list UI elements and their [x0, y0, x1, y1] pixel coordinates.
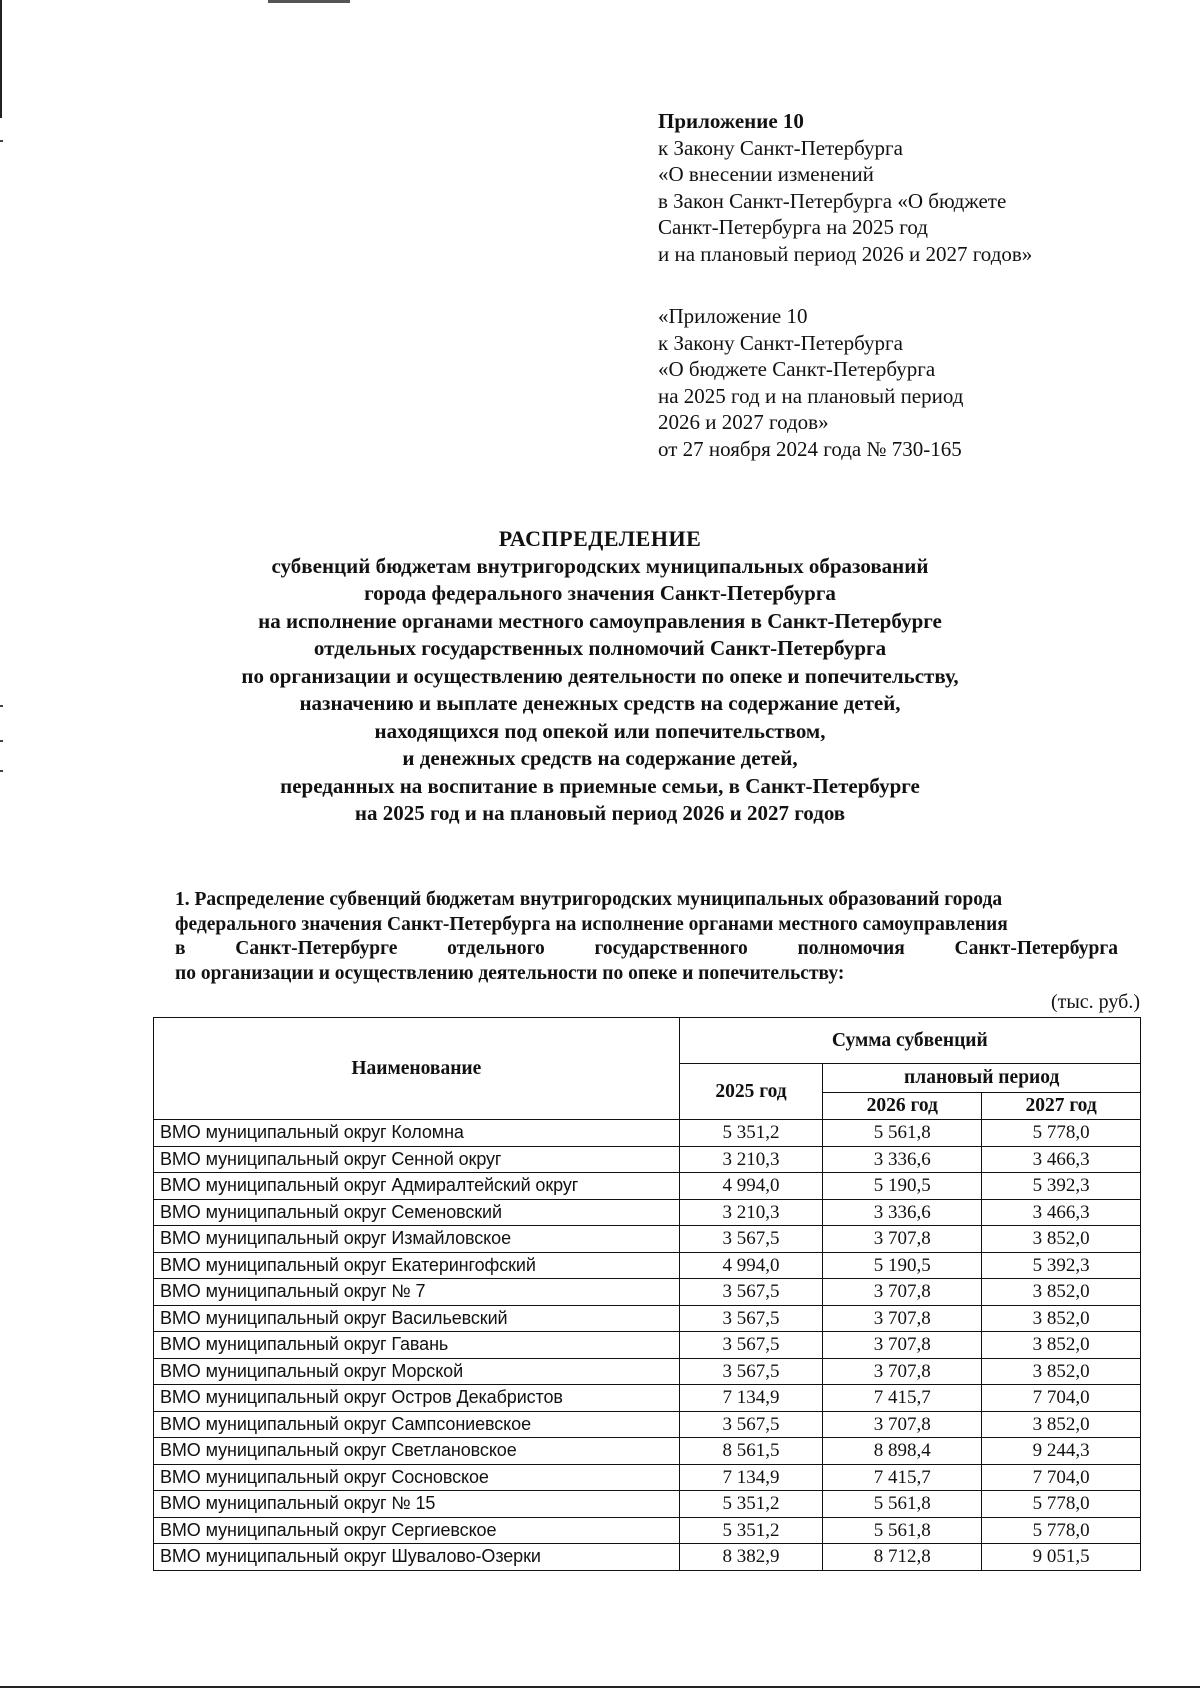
row-2027: 7 704,0	[982, 1464, 1141, 1491]
section-line: федерального значения Санкт-Петербурга на исполнение органами местного самоуправления	[175, 913, 1008, 935]
row-2027: 3 466,3	[982, 1199, 1141, 1226]
row-name: ВМО муниципальный округ Светлановское	[154, 1438, 680, 1465]
section-word: Санкт-Петербурга	[954, 938, 1118, 959]
table-row	[154, 1279, 1141, 1306]
title-line: субвенций бюджетам внутригородских муниципальных образований	[271, 553, 929, 578]
row-2026: 7 415,7	[823, 1464, 982, 1491]
row-name: ВМО муниципальный округ № 7	[154, 1279, 680, 1306]
row-2027: 5 778,0	[982, 1120, 1141, 1147]
row-2026: 3 707,8	[823, 1332, 982, 1359]
title-line: на 2025 год и на плановый период 2026 и 2027 годов	[354, 801, 846, 825]
row-2025: 3 210,3	[679, 1146, 823, 1173]
row-2027: 7 704,0	[982, 1385, 1141, 1412]
table-row	[154, 1464, 1141, 1491]
row-2025: 3 567,5	[679, 1332, 823, 1359]
row-2027: 5 778,0	[982, 1517, 1141, 1544]
row-2027: 9 244,3	[982, 1438, 1141, 1465]
scan-edge-bottom	[0, 1686, 1200, 1688]
table-row	[154, 1385, 1141, 1412]
scan-artifact-top	[268, 0, 350, 3]
title-heading: РАСПРЕДЕЛЕНИЕ	[498, 526, 702, 551]
row-name: ВМО муниципальный округ Измайловское	[154, 1226, 680, 1253]
row-2027: 5 778,0	[982, 1491, 1141, 1518]
appendix-title: Приложение 10	[658, 109, 804, 133]
row-2027: 9 051,5	[982, 1544, 1141, 1571]
scan-edge-left	[0, 0, 2, 118]
row-2025: 5 351,2	[679, 1120, 823, 1147]
table-row	[154, 1146, 1141, 1173]
header-plan-period: плановый период	[823, 1064, 1141, 1093]
original-appendix-header	[658, 303, 963, 462]
title-line: отдельных государственных полномочий Санкт-Петербурга	[313, 636, 887, 660]
appendix-header	[658, 108, 1032, 267]
subventions-table	[153, 1017, 1141, 1571]
row-name: ВМО муниципальный округ Екатерингофский	[154, 1252, 680, 1279]
table-row	[154, 1517, 1141, 1544]
row-2027: 3 852,0	[982, 1358, 1141, 1385]
row-2026: 5 561,8	[823, 1120, 982, 1147]
row-name: ВМО муниципальный округ Сосновское	[154, 1464, 680, 1491]
row-2027: 3 852,0	[982, 1411, 1141, 1438]
row-2027: 3 852,0	[982, 1226, 1141, 1253]
row-2027: 5 392,3	[982, 1173, 1141, 1200]
row-2027: 3 466,3	[982, 1146, 1141, 1173]
table-row	[154, 1491, 1141, 1518]
scan-tick	[0, 740, 3, 742]
row-2026: 5 190,5	[823, 1173, 982, 1200]
original-appendix-line: к Закону Санкт-Петербурга	[658, 330, 903, 355]
scan-tick	[0, 770, 3, 772]
row-2025: 3 567,5	[679, 1305, 823, 1332]
row-2025: 4 994,0	[679, 1173, 823, 1200]
section-word: Санкт-Петербурге	[235, 938, 398, 959]
row-2025: 3 567,5	[679, 1411, 823, 1438]
table-row	[154, 1332, 1141, 1359]
header-2027: 2027 год	[982, 1093, 1141, 1120]
row-2026: 8 898,4	[823, 1438, 982, 1465]
row-2025: 5 351,2	[679, 1517, 823, 1544]
original-appendix-line: 2026 и 2027 годов»	[658, 410, 829, 434]
header-2026: 2026 год	[823, 1093, 982, 1120]
appendix-line: и на плановый период 2026 и 2027 годов»	[658, 241, 1033, 266]
row-2026: 5 561,8	[823, 1517, 982, 1544]
original-appendix-line: «Приложение 10	[658, 304, 808, 328]
title-line: по организации и осуществлению деятельности по опеке и попечительству,	[241, 663, 959, 688]
row-name: ВМО муниципальный округ Остров Декабристов	[154, 1385, 680, 1412]
table-row	[154, 1305, 1141, 1332]
title-line: на исполнение органами местного самоуправления в Санкт-Петербурге	[258, 608, 942, 633]
row-2026: 5 190,5	[823, 1252, 982, 1279]
row-2025: 5 351,2	[679, 1491, 823, 1518]
appendix-line: «О внесении изменений	[658, 162, 874, 186]
header-2025: 2025 год	[679, 1064, 823, 1120]
table-row	[154, 1358, 1141, 1385]
section-word: государственного	[594, 938, 748, 959]
title-line: переданных на воспитание в приемные семьи, в Санкт-Петербурге	[280, 773, 920, 798]
section-1-heading	[175, 888, 1118, 986]
appendix-line: Санкт-Петербурга на 2025 год	[658, 215, 928, 239]
row-2026: 5 561,8	[823, 1491, 982, 1518]
section-word: в	[175, 938, 186, 959]
row-2025: 3 567,5	[679, 1279, 823, 1306]
row-2025: 3 567,5	[679, 1358, 823, 1385]
row-name: ВМО муниципальный округ Морской	[154, 1358, 680, 1385]
row-2026: 7 415,7	[823, 1385, 982, 1412]
row-name: ВМО муниципальный округ Шувалово-Озерки	[154, 1544, 680, 1571]
row-2027: 5 392,3	[982, 1252, 1141, 1279]
section-line-justified	[175, 937, 1118, 962]
row-name: ВМО муниципальный округ Сампсониевское	[154, 1411, 680, 1438]
appendix-line: к Закону Санкт-Петербурга	[658, 135, 903, 160]
row-2026: 8 712,8	[823, 1544, 982, 1571]
table-row	[154, 1120, 1141, 1147]
table-row	[154, 1226, 1141, 1253]
row-2025: 3 567,5	[679, 1226, 823, 1253]
scan-tick	[0, 140, 3, 142]
row-2026: 3 336,6	[823, 1199, 982, 1226]
row-2027: 3 852,0	[982, 1279, 1141, 1306]
table-row	[154, 1544, 1141, 1571]
row-2027: 3 852,0	[982, 1332, 1141, 1359]
table-row	[154, 1252, 1141, 1279]
row-name: ВМО муниципальный округ Сергиевское	[154, 1517, 680, 1544]
row-2026: 3 707,8	[823, 1411, 982, 1438]
row-2025: 7 134,9	[679, 1385, 823, 1412]
row-name: ВМО муниципальный округ Гавань	[154, 1332, 680, 1359]
title-line: и денежных средств на содержание детей,	[402, 746, 798, 770]
table-row	[154, 1199, 1141, 1226]
row-2025: 3 210,3	[679, 1199, 823, 1226]
row-name: ВМО муниципальный округ Васильевский	[154, 1305, 680, 1332]
units-label: (тыс. руб.)	[1050, 991, 1140, 1013]
table-row	[154, 1438, 1141, 1465]
title-line: назначению и выплате денежных средств на содержание детей,	[299, 691, 901, 715]
row-2026: 3 336,6	[823, 1146, 982, 1173]
original-appendix-line: от 27 ноября 2024 года № 730-165	[658, 436, 962, 461]
row-2025: 8 382,9	[679, 1544, 823, 1571]
original-appendix-line: на 2025 год и на плановый период	[658, 383, 964, 408]
section-line: 1. Распределение субвенций бюджетам внутригородских муниципальных образований города	[175, 889, 1003, 910]
row-2026: 3 707,8	[823, 1279, 982, 1306]
title-line: находящихся под опекой или попечительством,	[374, 718, 826, 743]
row-2027: 3 852,0	[982, 1305, 1141, 1332]
title-line: города федерального значения Санкт-Петербурга	[364, 581, 836, 605]
row-2025: 4 994,0	[679, 1252, 823, 1279]
row-2026: 3 707,8	[823, 1305, 982, 1332]
row-name: ВМО муниципальный округ Сенной округ	[154, 1146, 680, 1173]
document-title	[150, 525, 1050, 828]
row-name: ВМО муниципальный округ № 15	[154, 1491, 680, 1518]
row-2026: 3 707,8	[823, 1226, 982, 1253]
row-name: ВМО муниципальный округ Коломна	[154, 1120, 680, 1147]
original-appendix-line: «О бюджете Санкт-Петербурга	[658, 357, 936, 381]
appendix-line: в Закон Санкт-Петербурга «О бюджете	[658, 188, 1007, 213]
section-line: по организации и осуществлению деятельности по опеке и попечительству:	[175, 962, 845, 984]
row-2026: 3 707,8	[823, 1358, 982, 1385]
section-word: отдельного	[447, 938, 545, 959]
row-name: ВМО муниципальный округ Адмиралтейский округ	[154, 1173, 680, 1200]
table-row	[154, 1411, 1141, 1438]
header-name: Наименование	[154, 1018, 680, 1120]
row-2025: 7 134,9	[679, 1464, 823, 1491]
row-name: ВМО муниципальный округ Семеновский	[154, 1199, 680, 1226]
row-2025: 8 561,5	[679, 1438, 823, 1465]
scan-tick	[0, 705, 3, 707]
header-sum: Сумма субвенций	[679, 1018, 1140, 1064]
table-row	[154, 1173, 1141, 1200]
section-word: полномочия	[797, 938, 905, 959]
